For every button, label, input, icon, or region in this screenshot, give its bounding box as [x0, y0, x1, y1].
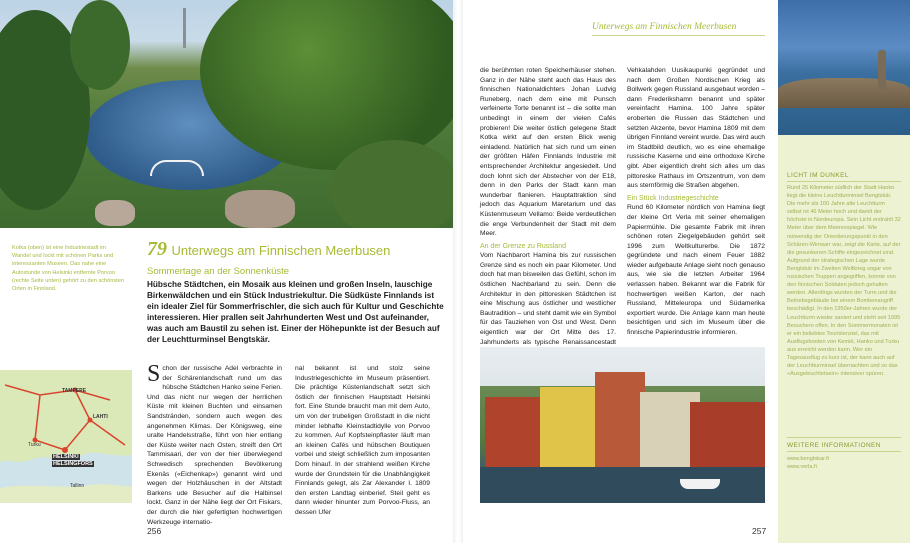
boat [680, 479, 720, 489]
chapter-number: 79 [147, 238, 167, 260]
red-house-2 [690, 402, 765, 477]
chapter-header [147, 238, 447, 262]
page-number-right: 257 [752, 526, 767, 536]
sidebar-heading: LICHT IM DUNKEL [787, 172, 849, 179]
page-number-left: 256 [147, 526, 162, 536]
column-4-text-a: Vehkalahden Uusikaupunki gegründet und nach dem Großen Nordischen Krieg als Bollwerk gegen Russland ausgebaut worden – dann Frederikshamn benannt und später vereinfacht Hamina. 100 Jahre später eroberten die Russen das Städtchen und setzten Akzente, bevor Hamina 1809 mit dem übrigen Finnland vereint wurde. Das wird auch im Stadtbild deutlich, wo es eine ehemalige russische Kaserne und eine orthodoxe Kirche gibt. Aber eigentlich dreht sich alles um das pittoreske Rathaus im Ortszentrum, von dem aus sternförmig die Straßen abgehen. [627, 67, 765, 190]
column-3-text-b: Vom Nachbarort Hamina bis zur russischen Grenze sind es noch ein paar Kilometer. Und doch hat man bisweilen das Gefühl, schon im östlichen Nachbarland zu sein. Denn die Architektur in den pittoresken Städtchen ist eine Mischung aus östlicher und westlicher Bautradition – und steht damit wie ein Symbol für das Tauziehen von Ost und West. Denn eigentlich war der Ort Mitte des 17. Jahrhunderts als typische Renaissancestadt [480, 252, 616, 346]
park-bridge [150, 160, 204, 176]
rock-island [778, 78, 910, 108]
text-column-3 [480, 66, 616, 357]
porvoo-houses-photo [480, 347, 765, 503]
chapter-subtitle: Sommertage an der Sonnenküste [147, 266, 290, 277]
book-gutter [453, 0, 463, 543]
running-head-rule [592, 35, 765, 36]
river-water [480, 467, 765, 503]
text-column-1 [147, 361, 282, 527]
text-column-2: nal bekannt ist und stolz seine Industriegeschichte im Museum präsentiert. Die prächtige Küstenlandschaft setzt sich östlich der finnischen Hauptstadt Helsinki fort. Eine Stunde braucht man mit dem Auto, um von der trubeligen Großstadt in die nicht minder lebhafte Kleinstadtidylle von Porvoo zu kommen. Auf Kopfsteinpflaster läuft man an kleinen Cafés und hübschen Boutiquen vorbei und steigt schließlich zum imposanten Dom hinauf. In der strahlend weißen Kirche wurde der Grundstein für die Unabhängigkeit Finnlands gelegt, als Zar Alexander I. 1809 den ersten Landtag einberief. Steil geht es dann wieder hinunter zum Porvoo-Fluss, an dessen Ufer [295, 365, 430, 516]
bengtskar-lighthouse-photo [778, 0, 910, 135]
kotka-park-photo [0, 0, 453, 228]
region-map [0, 370, 132, 503]
chapter-title: Unterwegs am Finnischen Meerbusen [171, 243, 391, 258]
rock-1 [95, 200, 135, 226]
chapter-lead: Hübsche Städtchen, ein Mosaik aus kleinen und großen Inseln, lauschige Birkenwäldchen und ein Stück Industriekultur. Die Südküste Finnlands ist ein idealer Ziel für Sommerfrischler, die sich auch für Kultur und Geschichte interessieren. Hier prallen seit Jahrhunderten West und Ost aufeinander, was auch am Baustil zu sehen ist. Einer der Höhepunkte ist der Besuch auf der Leuchtturminsel Bengtskär. [147, 280, 444, 344]
more-info-heading: WEITERE INFORMATIONEN [787, 442, 881, 449]
map-label-turku: Turku [28, 442, 41, 448]
column-1-text: chon der russische Adel verbrachte in der Schärenlandschaft rund um das hübsche Städtchen Hanko seine Ferien. Und das nicht nur wegen der herrlichen Küste mit kleinen Buchten und einsamen Sandstränden, sondern auch wegen des angenehmen Klimas. Der Königsweg, eine uralte Handelsstraße, führt von hier entlang der Küste weiter nach Osten, streift den Ort Tammisaari, der von der hier überwiegend Schwedisch sprechenden Bevölkerung Ekenäs («Eichenkap») genannt wird und wegen der Holzhäuschen in der Altstadt Barkens ude Besucher auf die Halbinsel lockt. Ganz in der Nähe liegt der Ort Fiskars, der durch die hier gefertigten hochwertigen Werkzeuge internatio- [147, 365, 282, 526]
map-label-lahti: LAHTI [93, 414, 108, 420]
link-verla[interactable]: www.verla.fi [787, 464, 817, 470]
text-column-4 [627, 66, 765, 338]
tower-house [595, 372, 645, 467]
info-sidebar [778, 135, 910, 543]
photo-caption: Kotka (oben) ist eine Industriestadt im Wandel und lockt mit schönen Parks und interessanten Museen. Das nahe eine Autostunde von Helsinki entfernte Porvoo (rechte Seite unten) gehört zu den schönsten Orten in Finnland. [12, 245, 124, 293]
column-3-text-a: die berühmten roten Speicherhäuser stehen. Ganz in der Nähe steht auch das Haus des finnischen Nationaldichters Johan Ludvig Runeberg, nach dem eine mit Punsch verfeinerte Torte benannt ist – die sollte man unbedingt in einem der vielen Cafés probieren! Die weiter östlich gelegene Stadt Kotka wirkt auf den ersten Blick wenig einladend. Natürlich hat sich rund um einen der größten Häfen Finnlands Industrie mit entsprechender Architektur angesiedelt. Und doch lohnt sich der Abstecher von der E18, denn in den Parks der Stadt kann man wunderbar flanieren. Hauptattraktion sind jedoch das Aquarium Maretarium und das Küstenmuseum Vellamo: Beide verdeutlichen die enge Verbundenheit der Stadt mit dem Meer. [480, 67, 616, 238]
map-label-tallinn: Tallinn [70, 483, 85, 489]
section-heading-industrie: Ein Stück Industriegeschichte [627, 194, 719, 202]
rock-2 [225, 190, 295, 228]
map-label-helsinki: HELSINKI [53, 454, 79, 460]
lighthouse [878, 50, 886, 90]
map-label-tampere: TAMPERE [62, 388, 87, 394]
map-label-helsingfors: HELSINGFORS [53, 461, 93, 467]
sidebar-rule-2 [787, 437, 901, 438]
sidebar-rule-3 [787, 451, 901, 452]
drop-cap: S [147, 361, 161, 387]
tree-birch [70, 0, 130, 90]
section-heading-russland: An der Grenze zu Russland [480, 242, 566, 250]
sidebar-text: Rund 25 Kilometer südlich der Stadt Hanko liegt die kleine Leuchtturminsel Bengtskär. Die mehr als 100 Jahre alte Leuchtturm selbst ist 46 Meter hoch und damit der höchste in Nordeuropa. Sein Licht erstrahlt 32 Meter über dem Meeresspiegel. Wie notwendig der Orientierungspunkt in den Schären-Wirrwarr war, zeigt die Karte, auf der die gesunkenen Schiffe eingezeichnet sind. Aufgrund der strategischen Lage wurde Bengtskär im Zweiten Weltkrieg sogar von russischen Truppen angegriffen, konnte von den finnischen Soldaten jedoch gehalten werden. Allerdings wurden der Turm und die Betriebsgebäude bei einem Bombenangriff beschädigt. In den 1950er-Jahren wurde der Leuchtturm wieder saniert und steht seit 1995 Besuchern offen. In den Sommermonaten ist er ein beliebtes Touristenziel, das mit Ausflugsbooten von Kemiö, Hanko und Turku aus erreicht werden kann. Wer ein Tagesausflug zu kurz ist, der kann auch auf der Leuchtturminsel übernachten und so das «Ausgeleuchtetsein» intensiver spüren. [787, 185, 901, 378]
running-head: Unterwegs am Finnischen Meerbusen [592, 22, 737, 32]
column-4-text-b: Rund 60 Kilometer nördlich von Hamina liegt der kleine Ort Verla mit seiner ehemaligen Papiermühle. Die gesamte Fabrik mit ihren schönen roten Ziegelgebäuden gehört seit 1996 zum Weltkulturerbe. Die 1872 gegründete und nach einem Feuer 1882 wieder aufgebaute Anlage sieht noch genauso aus, wie sie die letzten Arbeiter 1964 verlassen haben. Bekannt war die Fabrik für hochwertigen weißen Karton, der nach Russland, Mitteleuropa und Südamerika exportiert wurde. Die Anlage kann man heute besichtigen und sich im Museum über die finnische Papierindustrie informieren. [627, 204, 765, 337]
link-bengtskar[interactable]: www.bengtskar.fi [787, 456, 829, 462]
tv-tower [183, 8, 186, 48]
sidebar-rule [787, 181, 901, 182]
